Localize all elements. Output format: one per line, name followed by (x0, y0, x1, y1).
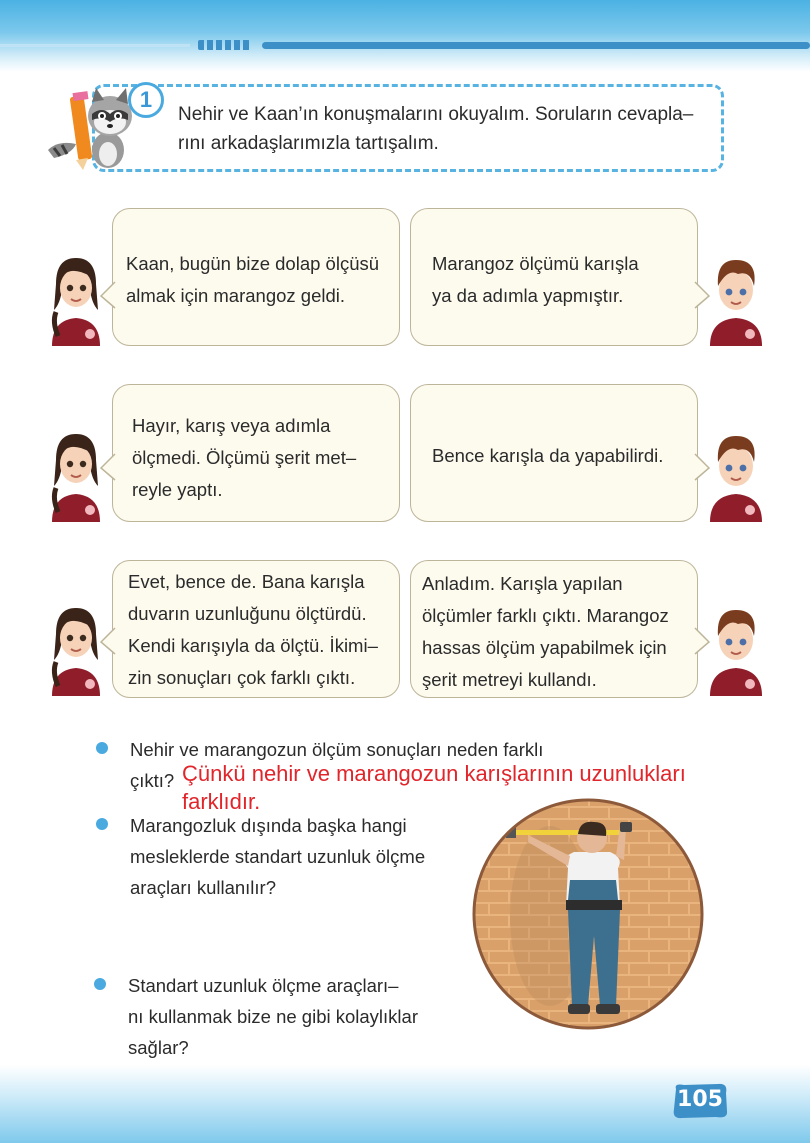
question-line: mesleklerde standart uzunluk ölçme (130, 846, 426, 867)
instruction-line-2: rını arkadaşlarımızla tartışalım. (178, 133, 439, 154)
bubble-5-text (128, 566, 378, 694)
activity-number-badge: 1 (128, 82, 164, 118)
bubble-line: almak için marangoz geldi. (126, 285, 346, 306)
bubble-line: Kaan, bugün bize dolap ölçüsü (126, 253, 380, 274)
speech-tail-1 (100, 280, 116, 310)
bubble-line: Kendi karışıyla da ölçtü. İkimi– (128, 635, 378, 656)
bubble-line: şerit metreyi kullandı. (422, 669, 597, 690)
bubble-2-text (432, 248, 639, 312)
question-line: araçları kullanılır? (130, 877, 277, 898)
bubble-3-text (132, 410, 356, 506)
bubble-line: duvarın uzunluğunu ölçtürdü. (128, 603, 367, 624)
bubble-line: Hayır, karış veya adımla (132, 415, 331, 436)
instruction-line-1: Nehir ve Kaan’ın konuşmalarını okuyalım. Soruların cevapla– (178, 104, 694, 125)
nehir-avatar (46, 430, 106, 522)
bubble-line: Evet, bence de. Bana karışla (128, 571, 365, 592)
bubble-line: ya da adımla yapmıştır. (432, 285, 624, 306)
bubble-4-text (432, 440, 663, 472)
page-number: 105 (677, 1087, 723, 1112)
bullet-dot (94, 978, 106, 990)
nehir-avatar (46, 254, 106, 346)
question-line: sağlar? (128, 1037, 189, 1058)
raccoon-mascot-icon (42, 82, 142, 172)
bubble-line: ölçümler farklı çıktı. Marangoz (422, 605, 669, 626)
page-number-badge (670, 1081, 730, 1121)
bubble-line: ölçmedi. Ölçümü şerit met– (132, 447, 357, 468)
kaan-avatar (704, 430, 768, 522)
answer-line-1: Çünkü nehir ve marangozun karışlarının uzunlukları (182, 761, 686, 786)
bubble-line: reyle yaptı. (132, 479, 223, 500)
question-line: Marangozluk dışında başka hangi (130, 815, 407, 836)
nehir-avatar (46, 604, 106, 696)
top-rule-left (0, 44, 190, 47)
bubble-line: Bence karışla da yapabilirdi. (432, 445, 664, 466)
question-line: çıktı? (130, 770, 175, 791)
bubble-line: hassas ölçüm yapabilmek için (422, 637, 667, 658)
bubble-1-text (126, 248, 379, 312)
question-2 (130, 810, 425, 903)
top-rule (262, 42, 810, 49)
question-3 (128, 970, 418, 1063)
speech-tail-5 (100, 626, 116, 656)
question-line: Standart uzunluk ölçme araçları– (128, 975, 399, 996)
bubble-6-text (422, 568, 669, 696)
speech-tail-3 (100, 452, 116, 482)
question-line: nı kullanmak bize ne gibi kolaylıklar (128, 1006, 418, 1027)
kaan-avatar (704, 604, 768, 696)
instruction-text (178, 100, 718, 158)
bullet-dot (96, 818, 108, 830)
bubble-line: Anladım. Karışla yapılan (422, 573, 623, 594)
kaan-avatar (704, 254, 768, 346)
header-section-mark (198, 40, 250, 50)
question-line: Nehir ve marangozun ölçüm sonuçları neden farklı (130, 739, 544, 760)
top-band (0, 0, 810, 72)
carpenter-measuring-wall-illustration (470, 796, 706, 1032)
bullet-dot (96, 742, 108, 754)
bubble-line: zin sonuçları çok farklı çıktı. (128, 667, 356, 688)
answer-line-2: farklıdır. (182, 789, 261, 814)
bubble-line: Marangoz ölçümü karışla (432, 253, 639, 274)
